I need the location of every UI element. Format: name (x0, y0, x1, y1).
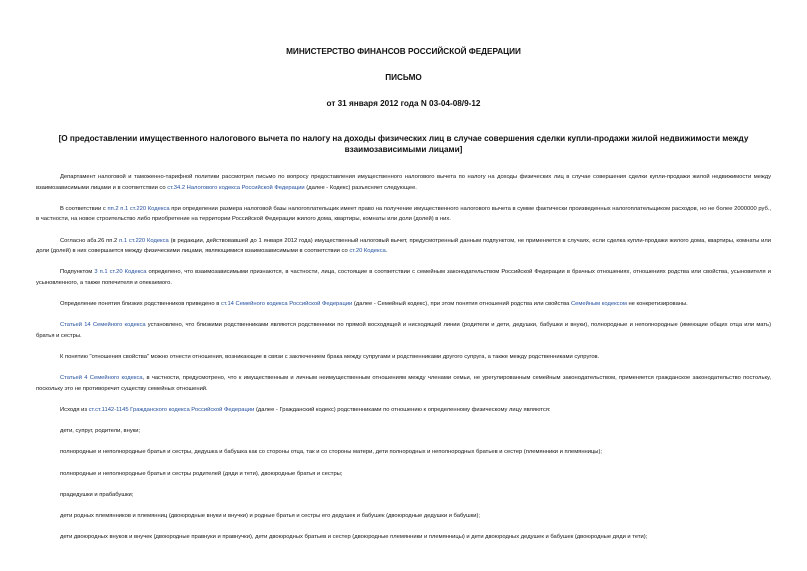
link-tax-code-art-34-2[interactable]: ст.34.2 Налогового кодекса Российской Федерации (167, 184, 305, 191)
list-item-relatives-4: прадедушки и прабабушки; (60, 491, 134, 498)
paragraph-3 (36, 236, 771, 257)
paragraph-6 (36, 320, 771, 341)
link-family-code-article-14[interactable]: Статьей 14 Семейного кодекса (60, 322, 146, 329)
paragraph-text: (далее - Семейный кодекс), при этом понятия отношений родства или свойства (352, 301, 571, 308)
paragraph-text: Исходя из (60, 407, 89, 414)
paragraph-text: Подпунктом (60, 269, 95, 276)
paragraph-text: определено, что взаимозависимыми признаются, в частности, лица, состоящие в соответствии с семейным законодательством Российской Федерации в брачных отношениях, отношениях родства или свойства, усыновителя и усыновленного, а также попечителя и опекаемого. (36, 269, 771, 286)
list-item-relatives-3: полнородные и неполнородные братья и сестры родителей (дяди и тети), двоюродные братья и сестры; (60, 470, 343, 477)
paragraph-text: Определение понятия близких родственников приведено в (60, 301, 221, 308)
paragraph-text: не конкретизированы. (626, 301, 688, 308)
paragraph-7: К понятию "отношения свойства" можно отнести отношения, возникающие в связи с заключением брака между супругами и родственниками другого супруга, а также между родственниками супругов. (60, 354, 600, 361)
link-art-20[interactable]: ст.20 Кодекса (349, 248, 386, 255)
link-art-220-sub-2[interactable]: пп.2 п.1 ст.220 Кодекса (107, 205, 170, 212)
paragraph-2 (36, 204, 771, 225)
list-item-relatives-1: дети, супруг, родители, внуки; (60, 428, 141, 435)
ministry-heading: МИНИСТЕРСТВО ФИНАНСОВ РОССИЙСКОЙ ФЕДЕРАЦИИ (286, 47, 521, 56)
link-family-code-art-14[interactable]: ст.14 Семейного кодекса Российской Федерации (220, 301, 353, 308)
link-art-20-p1-sub-3[interactable]: 3 п.1 ст.20 Кодекса (94, 269, 147, 276)
list-item-relatives-2: полнородные и неполнородные братья и сестры, дедушка и бабушка как со стороны отца, так и со стороны матери, дети полнородных и неполнородных братьев и сестер (племянники и племянницы); (60, 449, 602, 456)
paragraph-9 (36, 405, 771, 416)
paragraph-text: при определении размера налоговой базы налогоплательщик имеет право на получение имущественного налогового вычета в сумме фактически произведенных налогоплательщиком расходов, но не более 2000000 руб., в частности, на новое строительство либо приобретение на территории Российской Федерации жилого дома, квартиры, комнаты или доли (долей) в них. (36, 205, 772, 223)
link-family-code-article-4[interactable]: Статьей 4 Семейного кодекса (60, 375, 143, 382)
link-art-220-p1[interactable]: п.1 ст.220 Кодекса (119, 237, 169, 244)
paragraph-text: (далее - Кодекс) разъясняет следующее. (304, 184, 417, 191)
paragraph-8 (36, 373, 771, 394)
list-item-relatives-6: дети двоюродных внуков и внучек (двоюродные правнуки и правнучки), дети двоюродных братьев и сестер (двоюродные племянники и племянницы) и дети двоюродных дедушек и бабушек (двоюродные дяди и тети); (60, 534, 648, 541)
paragraph-text: установлено, что близкими родственниками являются родственники по прямой восходящей и нисходящей линии (родители и дети, дедушки, бабушки и внуки), полнородные и неполнородные (имеющие общих отца или мать) братья и сестры. (36, 322, 772, 339)
document-date-number: от 31 января 2012 года N 03-04-08/9-12 (326, 99, 481, 108)
paragraph-text: , в частности, предусмотрено, что к имущественным и личным неимущественным отношениям между членами семьи, не урегулированным семейным законодательством, применяется гражданское законодательство постольку, поскольку это не противоречит существу семейных отношений. (36, 375, 771, 392)
paragraph-text: Департамент налоговой и таможенно-тарифной политики рассмотрел письмо по вопросу предоставления имущественного налогового вычета по налогу на доходы физических лиц в случае совершения сделки купли-продажи жилой недвижимости между взаимозависимыми лицами и в соответствии со (36, 174, 771, 191)
paragraph-4 (36, 267, 771, 288)
paragraph-1 (36, 172, 771, 193)
document-title: [О предоставлении имущественного налогового вычета по налогу на доходы физических лиц в случае совершения сделки купли-продажи жилой недвижимости между взаимозависимыми лицами] (58, 134, 749, 154)
paragraph-text: (в редакции, действовавшей до 1 января 2012 года) имущественный налоговый вычет, предусмотренный данным подпунктом, не применяется в случаях, если сделка купли-продажи жилого дома, квартиры, комнаты или доли (долей) в них совершается между физическими лицами, являющимися взаимозависимыми в соответствии со (36, 237, 771, 255)
document-type: ПИСЬМО (385, 73, 422, 82)
paragraph-5 (36, 299, 771, 310)
link-family-code[interactable]: Семейным кодексом (570, 301, 627, 308)
paragraph-text: . (385, 248, 388, 255)
paragraph-text: (далее - Гражданский кодекс) родственниками по отношению к определенному физическому лицу являются: (254, 407, 551, 414)
paragraph-text: В соответствии с (60, 205, 108, 212)
paragraph-text: Согласно абз.26 пп.2 (60, 237, 120, 244)
list-item-relatives-5: дети родных племянников и племянниц (двоюродные внуки и внучки) и родные братья и сестры его дедушек и бабушек (двоюродные дедушки и бабушки); (60, 513, 481, 519)
link-civil-code-1142-1145[interactable]: ст.ст.1142-1145 Гражданского кодекса Российской Федерации (88, 407, 255, 414)
